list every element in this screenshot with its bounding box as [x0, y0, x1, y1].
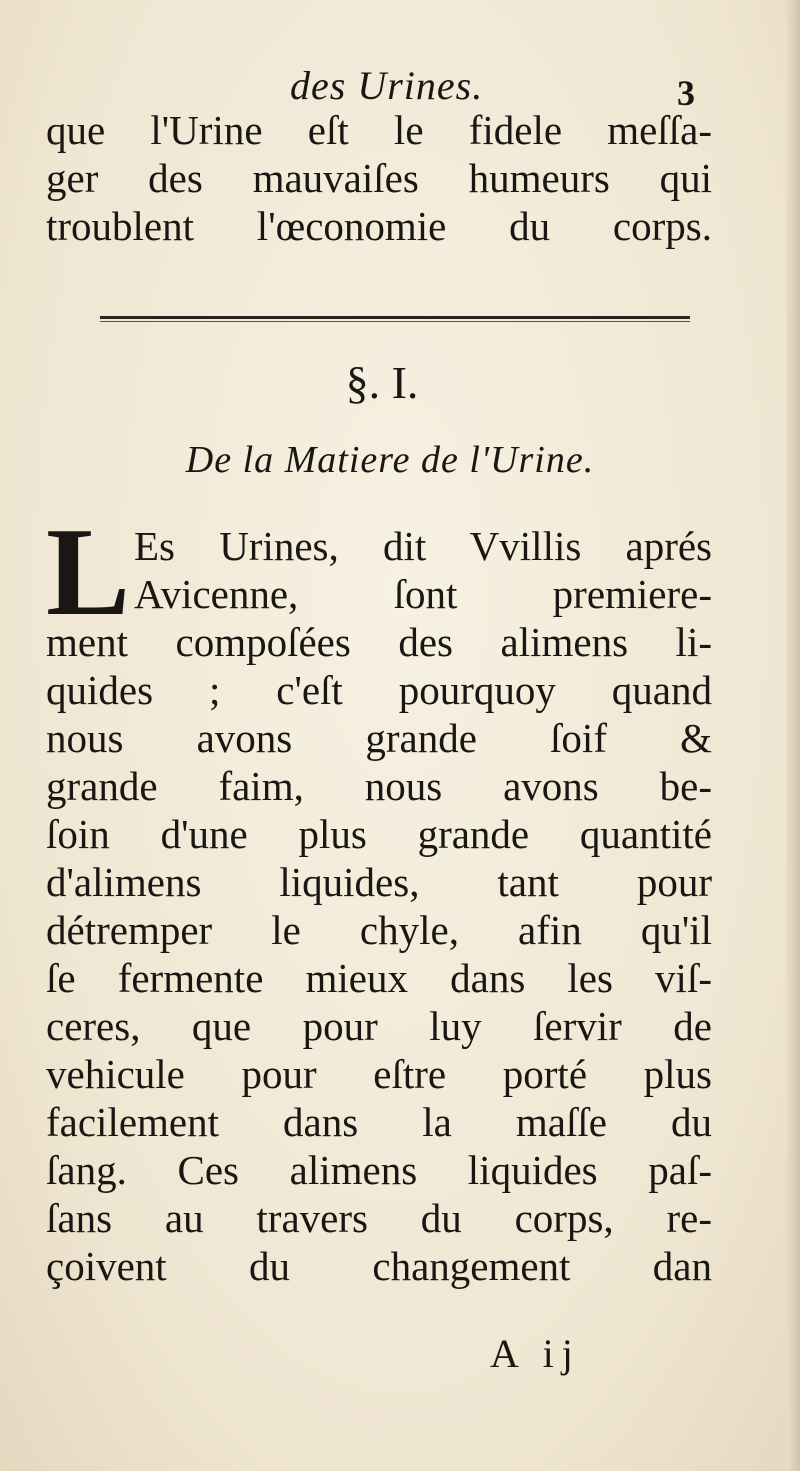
text-line: ſang. Ces alimens liquides paſ-: [46, 1147, 712, 1193]
text-line: quides ; c'eſt pourquoy quand: [46, 667, 712, 713]
section-rule: [100, 316, 690, 319]
text-line: ment compoſées des alimens li-: [46, 619, 712, 665]
drop-capital: L: [46, 503, 131, 642]
text-line: ceres, que pour luy ſervir de: [46, 1003, 712, 1049]
text-line: ſans au travers du corps, re-: [46, 1195, 712, 1241]
text-line: d'alimens liquides, tant pour: [46, 859, 712, 905]
text-line: Es Urines, dit Vvillis aprés: [134, 523, 712, 569]
signature-mark: A ij: [490, 1331, 581, 1376]
section-number: [0, 356, 800, 409]
text-line: troublent l'œconomie du corps.: [46, 203, 712, 249]
intro-text: [46, 106, 712, 250]
page-edge: [786, 0, 800, 1471]
text-line: ger des mauvaiſes humeurs qui: [46, 155, 712, 201]
text-line: facilement dans la maſſe du: [46, 1099, 712, 1145]
text-line: Avicenne, ſont premiere-: [134, 571, 712, 617]
section-title-text: De la Matiere de l'Urine.: [185, 439, 595, 481]
text-line: grande faim, nous avons be-: [46, 763, 712, 809]
text-line: nous avons grande ſoif &: [46, 715, 712, 761]
text-line: vehicule pour eſtre porté plus: [46, 1051, 712, 1097]
page-number: 3: [677, 73, 695, 113]
section-number-text: §. I.: [345, 357, 419, 408]
running-title: des Urines.: [290, 63, 484, 108]
paragraph: [46, 522, 712, 1290]
text-line: que l'Urine eſt le fidele meſſa-: [46, 107, 712, 153]
text-line: détremper le chyle, afin qu'il: [46, 907, 712, 953]
section-title: [0, 438, 800, 482]
text-line: çoivent du changement dan: [46, 1243, 712, 1289]
text-line: ſe fermente mieux dans les viſ-: [46, 955, 712, 1001]
text-line: ſoin d'une plus grande quantité: [46, 811, 712, 857]
